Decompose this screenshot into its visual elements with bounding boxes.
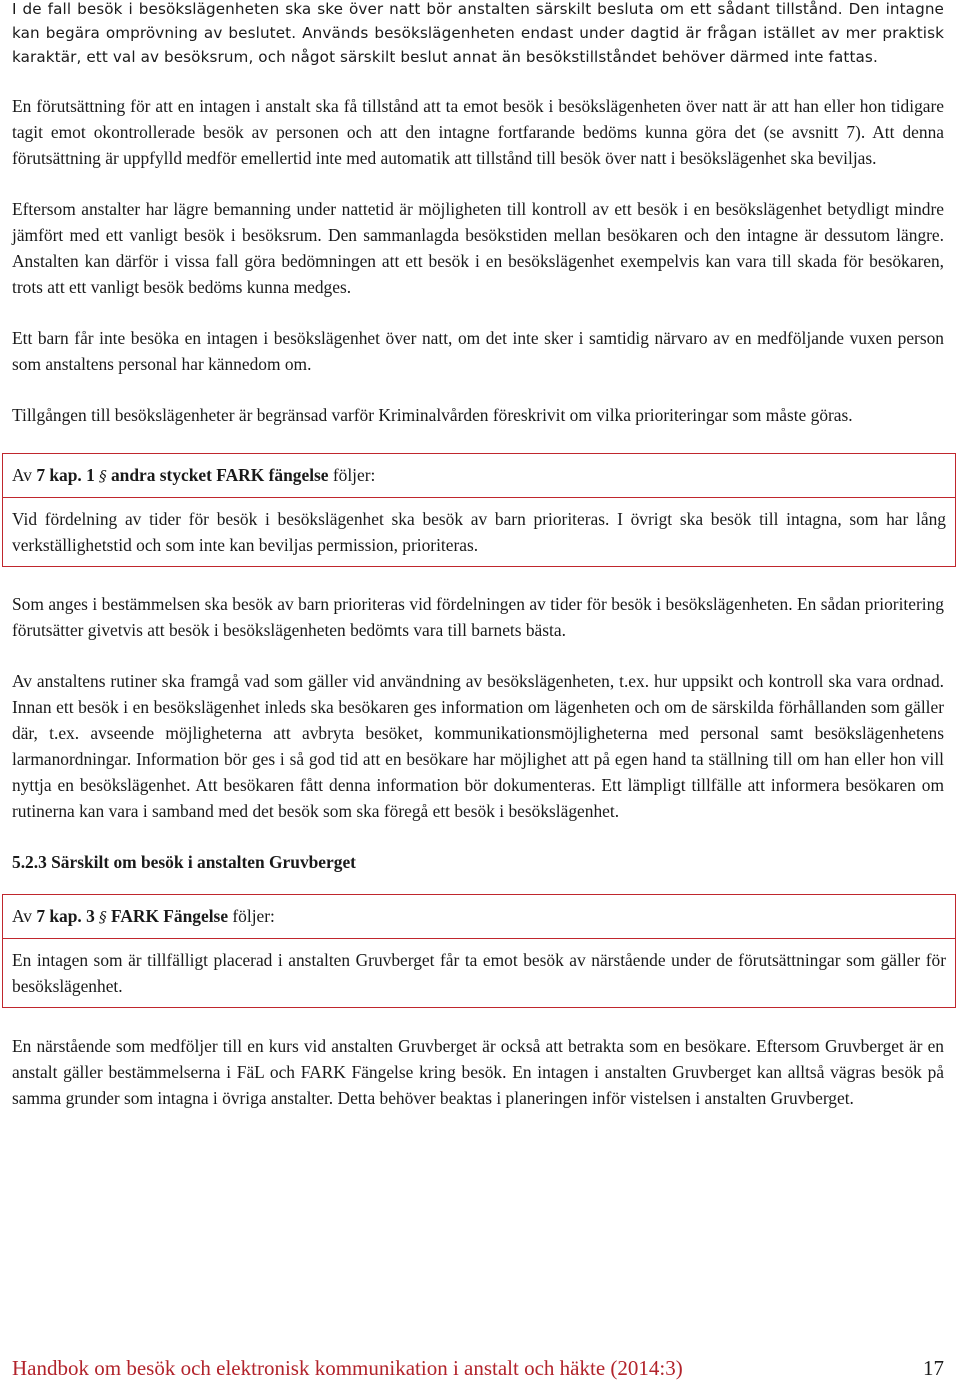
regulation-box-7-1 — [2, 453, 956, 567]
footer-title: Handbok om besök och elektronisk kommunikation i anstalt och häkte (2014:3) — [12, 1356, 683, 1380]
document-page — [12, 0, 944, 1111]
page-number: 17 — [923, 1356, 944, 1380]
page-footer — [12, 1356, 944, 1381]
paragraph-limited-access: Tillgången till besökslägenheter är begränsad varför Kriminalvården föreskrivit om vilka prioriteringar som måste göras. — [12, 405, 853, 425]
regulation-box-body: Vid fördelning av tider för besök i besökslägenhet ska besök av barn prioriteras. I övrigt ska besök till intagna, som har lång verkställighetstid och som inte kan beviljas permission, prioriteras. — [3, 497, 955, 566]
paragraph-routines: Av anstaltens rutiner ska framgå vad som gäller vid användning av besökslägenheten, t.ex. hur uppsikt och kontroll ska vara ordnad. Innan ett besök i en besökslägenhet inleds ska besökaren ges information om lägenheten och om de särskilda förhållanden som gäller där, t.ex. avseende möjligheterna att avbryta besöket, kommunikationsmöjligheterna med personal samt besökslägenhetens larmanordningar. Information bör ges i så god tid att en besökare har möjlighet att på egen hand ta ställning till om han eller hon vill nyttja en besökslägenhet. Att besökaren fått denna information bör dokumenteras. Ett lämpligt tillfälle att informera besökaren om rutinerna kan vara i samband med det besök som ska föregå ett besök i besökslägenhet. — [12, 671, 944, 821]
paragraph-prerequisite: En förutsättning för att en intagen i anstalt ska få tillstånd att ta emot besök i besökslägenheten över natt är att han eller hon tidigare tagit emot okontrollerade besök av personen och att den intagne fortfarande bedöms kunna göra det (se avsnitt 7). Att denna förutsättning är uppfylld medför emellertid inte med automatik att tillstånd till besök över natt i besökslägenhet ska beviljas. — [12, 96, 944, 168]
paragraph-overnight-decision: I de fall besök i besökslägenheten ska ske över natt bör anstalten särskilt besluta om ett sådant tillstånd. Den intagne kan begära omprövning av beslutet. Används besökslägenheten endast under dagtid är frågan istället av mer praktisk karaktär, ett val av besöksrum, och något särskilt beslut annat än besökstillståndet behöver därmed inte fattas. — [12, 0, 944, 66]
section-sign-icon: § — [99, 908, 107, 926]
paragraph-child-visit: Ett barn får inte besöka en intagen i besökslägenhet över natt, om det inte sker i samtidig närvaro av en medföljande vuxen person som anstaltens personal har kännedom om. — [12, 328, 944, 374]
regulation-box-7-3 — [2, 894, 956, 1008]
section-heading: 5.2.3 Särskilt om besök i anstalten Gruvberget — [12, 852, 356, 872]
section-sign-icon: § — [99, 467, 107, 485]
paragraph-child-priority: Som anges i bestämmelsen ska besök av barn prioriteras vid fördelningen av tider för besök i besökslägenheten. En sådan prioritering förutsätter givetvis att besök i besökslägenheten bedömts vara till barnets bästa. — [12, 594, 944, 640]
regulation-box-body: En intagen som är tillfälligt placerad i anstalten Gruvberget får ta emot besök av närstående under de förutsättningar som gäller för besökslägenhet. — [3, 938, 955, 1007]
paragraph-gruvberget: En närstående som medföljer till en kurs vid anstalten Gruvberget är också att betrakta som en besökare. Eftersom Gruvberget är en anstalt gäller bestämmelserna i FäL och FARK Fängelse kring besök. En intagen i anstalten Gruvberget kan alltså vägras besök på samma grunder som intagna i övriga anstalter. Detta behöver beaktas i planeringen inför vistelsen i anstalten Gruvberget. — [12, 1036, 944, 1108]
regulation-box-title: Av 7 kap. 1 § andra stycket FARK fängelse följer: — [12, 465, 376, 485]
regulation-box-title: Av 7 kap. 3 § FARK Fängelse följer: — [12, 906, 275, 926]
paragraph-night-staffing: Eftersom anstalter har lägre bemanning under nattetid är möjligheten till kontroll av ett besök i en besökslägenhet betydligt mindre jämfört med ett vanligt besök i besöksrum. Den sammanlagda besökstiden mellan besökaren och den intagne är dessutom längre. Anstalten kan därför i vissa fall göra bedömningen att ett besök i en besökslägenhet exempelvis kan vara till skada för besökaren, trots att ett vanligt besök bedöms kunna medges. — [12, 199, 944, 297]
